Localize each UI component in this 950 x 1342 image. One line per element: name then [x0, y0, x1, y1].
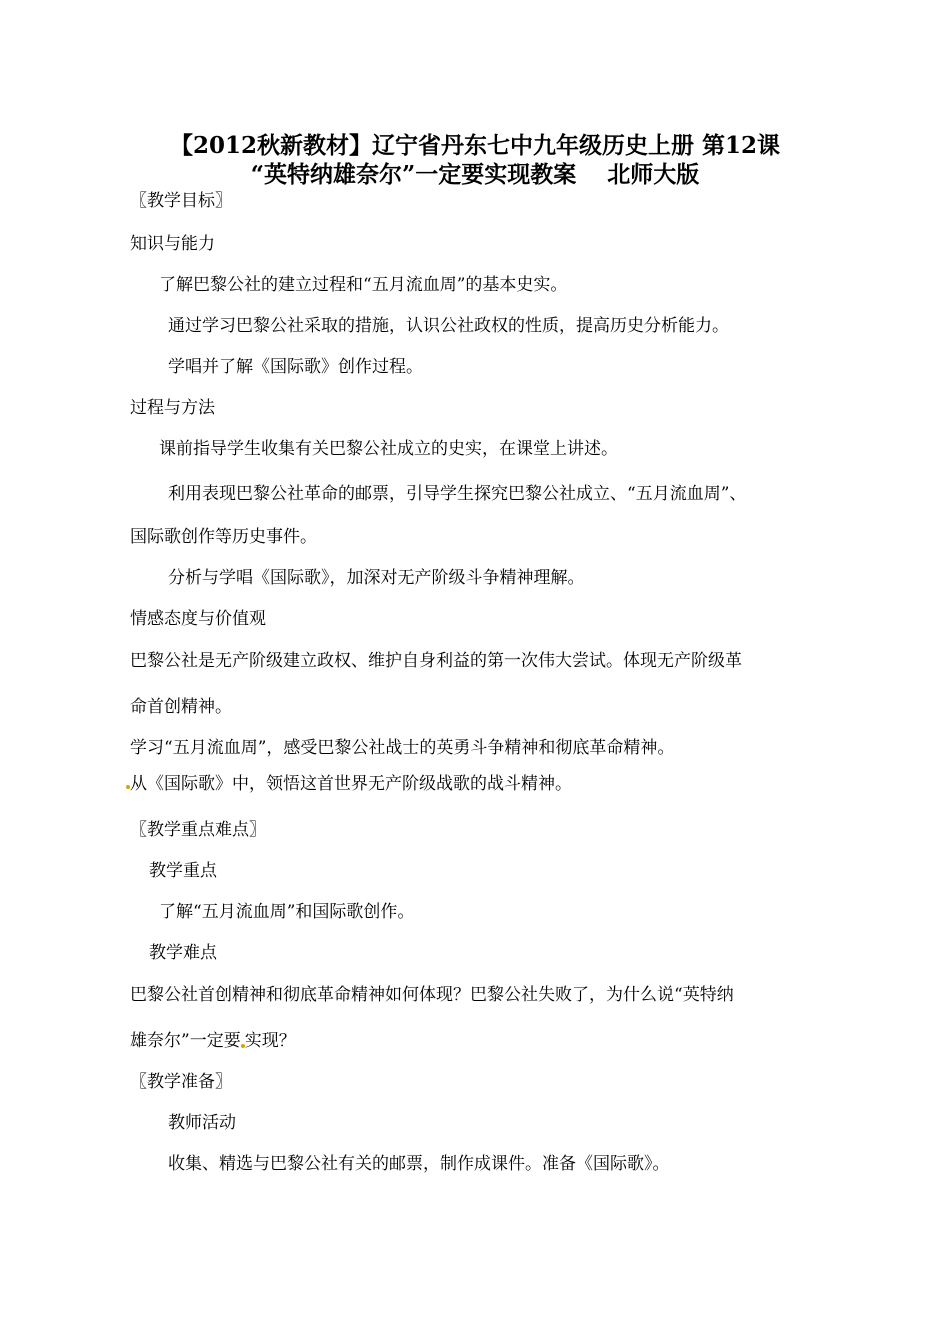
teacher-activity: 收集、精选与巴黎公社有关的邮票，制作成课件。准备《国际歌》。 [168, 1154, 670, 1174]
emotion-item-3-row [126, 772, 572, 796]
emotion-item-2: 学习“五月流血周”，感受巴黎公社战士的英勇斗争精神和彻底革命精神。 [130, 738, 675, 758]
prep-header: 〖教学准备〗 [130, 1072, 232, 1092]
process-item-1: 课前指导学生收集有关巴黎公社成立的史实，在课堂上讲述。 [159, 439, 618, 459]
difficulty-header: 教学难点 [149, 943, 217, 963]
difficulty-line-2b: 实现？ [244, 1031, 296, 1051]
difficulty-line-1: 巴黎公社首创精神和彻底革命精神如何体现？巴黎公社失败了，为什么说“英特纳 [130, 985, 734, 1005]
knowledge-item-3: 学唱并了解《国际歌》创作过程。 [168, 357, 423, 377]
process-item-2: 利用表现巴黎公社革命的邮票，引导学生探究巴黎公社成立、“五月流血周”、 [168, 484, 747, 504]
emotion-item-3: 从《国际歌》中，领悟这首世界无产阶级战歌的战斗精神。 [130, 774, 572, 794]
emotion-item-1: 巴黎公社是无产阶级建立政权、维护自身利益的第一次伟大尝试。体现无产阶级革 [130, 651, 742, 671]
emotion-header: 情感态度与价值观 [130, 609, 266, 629]
objectives-header: 〖教学目标〗 [130, 191, 232, 211]
difficulty-line-2 [130, 1029, 296, 1053]
key-point: 了解“五月流血周”和国际歌创作。 [159, 902, 415, 922]
knowledge-header: 知识与能力 [130, 234, 215, 254]
emotion-item-1-continued: 命首创精神。 [130, 697, 232, 717]
key-point-header: 教学重点 [149, 861, 217, 881]
difficulty-line-2a: 雄奈尔”一定要 [130, 1031, 241, 1051]
knowledge-item-1: 了解巴黎公社的建立过程和“五月流血周”的基本史实。 [159, 275, 568, 295]
teacher-header: 教师活动 [168, 1113, 236, 1133]
document-title-line-2: “英特纳雄奈尔”一定要实现教案 北师大版 [250, 161, 700, 188]
document-title-line-1: 【2012秋新教材】辽宁省丹东七中九年级历史上册 第12课 [169, 132, 781, 159]
key-header: 〖教学重点难点〗 [130, 820, 266, 840]
knowledge-item-2: 通过学习巴黎公社采取的措施，认识公社政权的性质，提高历史分析能力。 [168, 316, 729, 336]
process-header: 过程与方法 [130, 398, 215, 418]
process-item-2-continued: 国际歌创作等历史事件。 [130, 527, 317, 547]
process-item-3: 分析与学唱《国际歌》，加深对无产阶级斗争精神理解。 [168, 568, 585, 588]
